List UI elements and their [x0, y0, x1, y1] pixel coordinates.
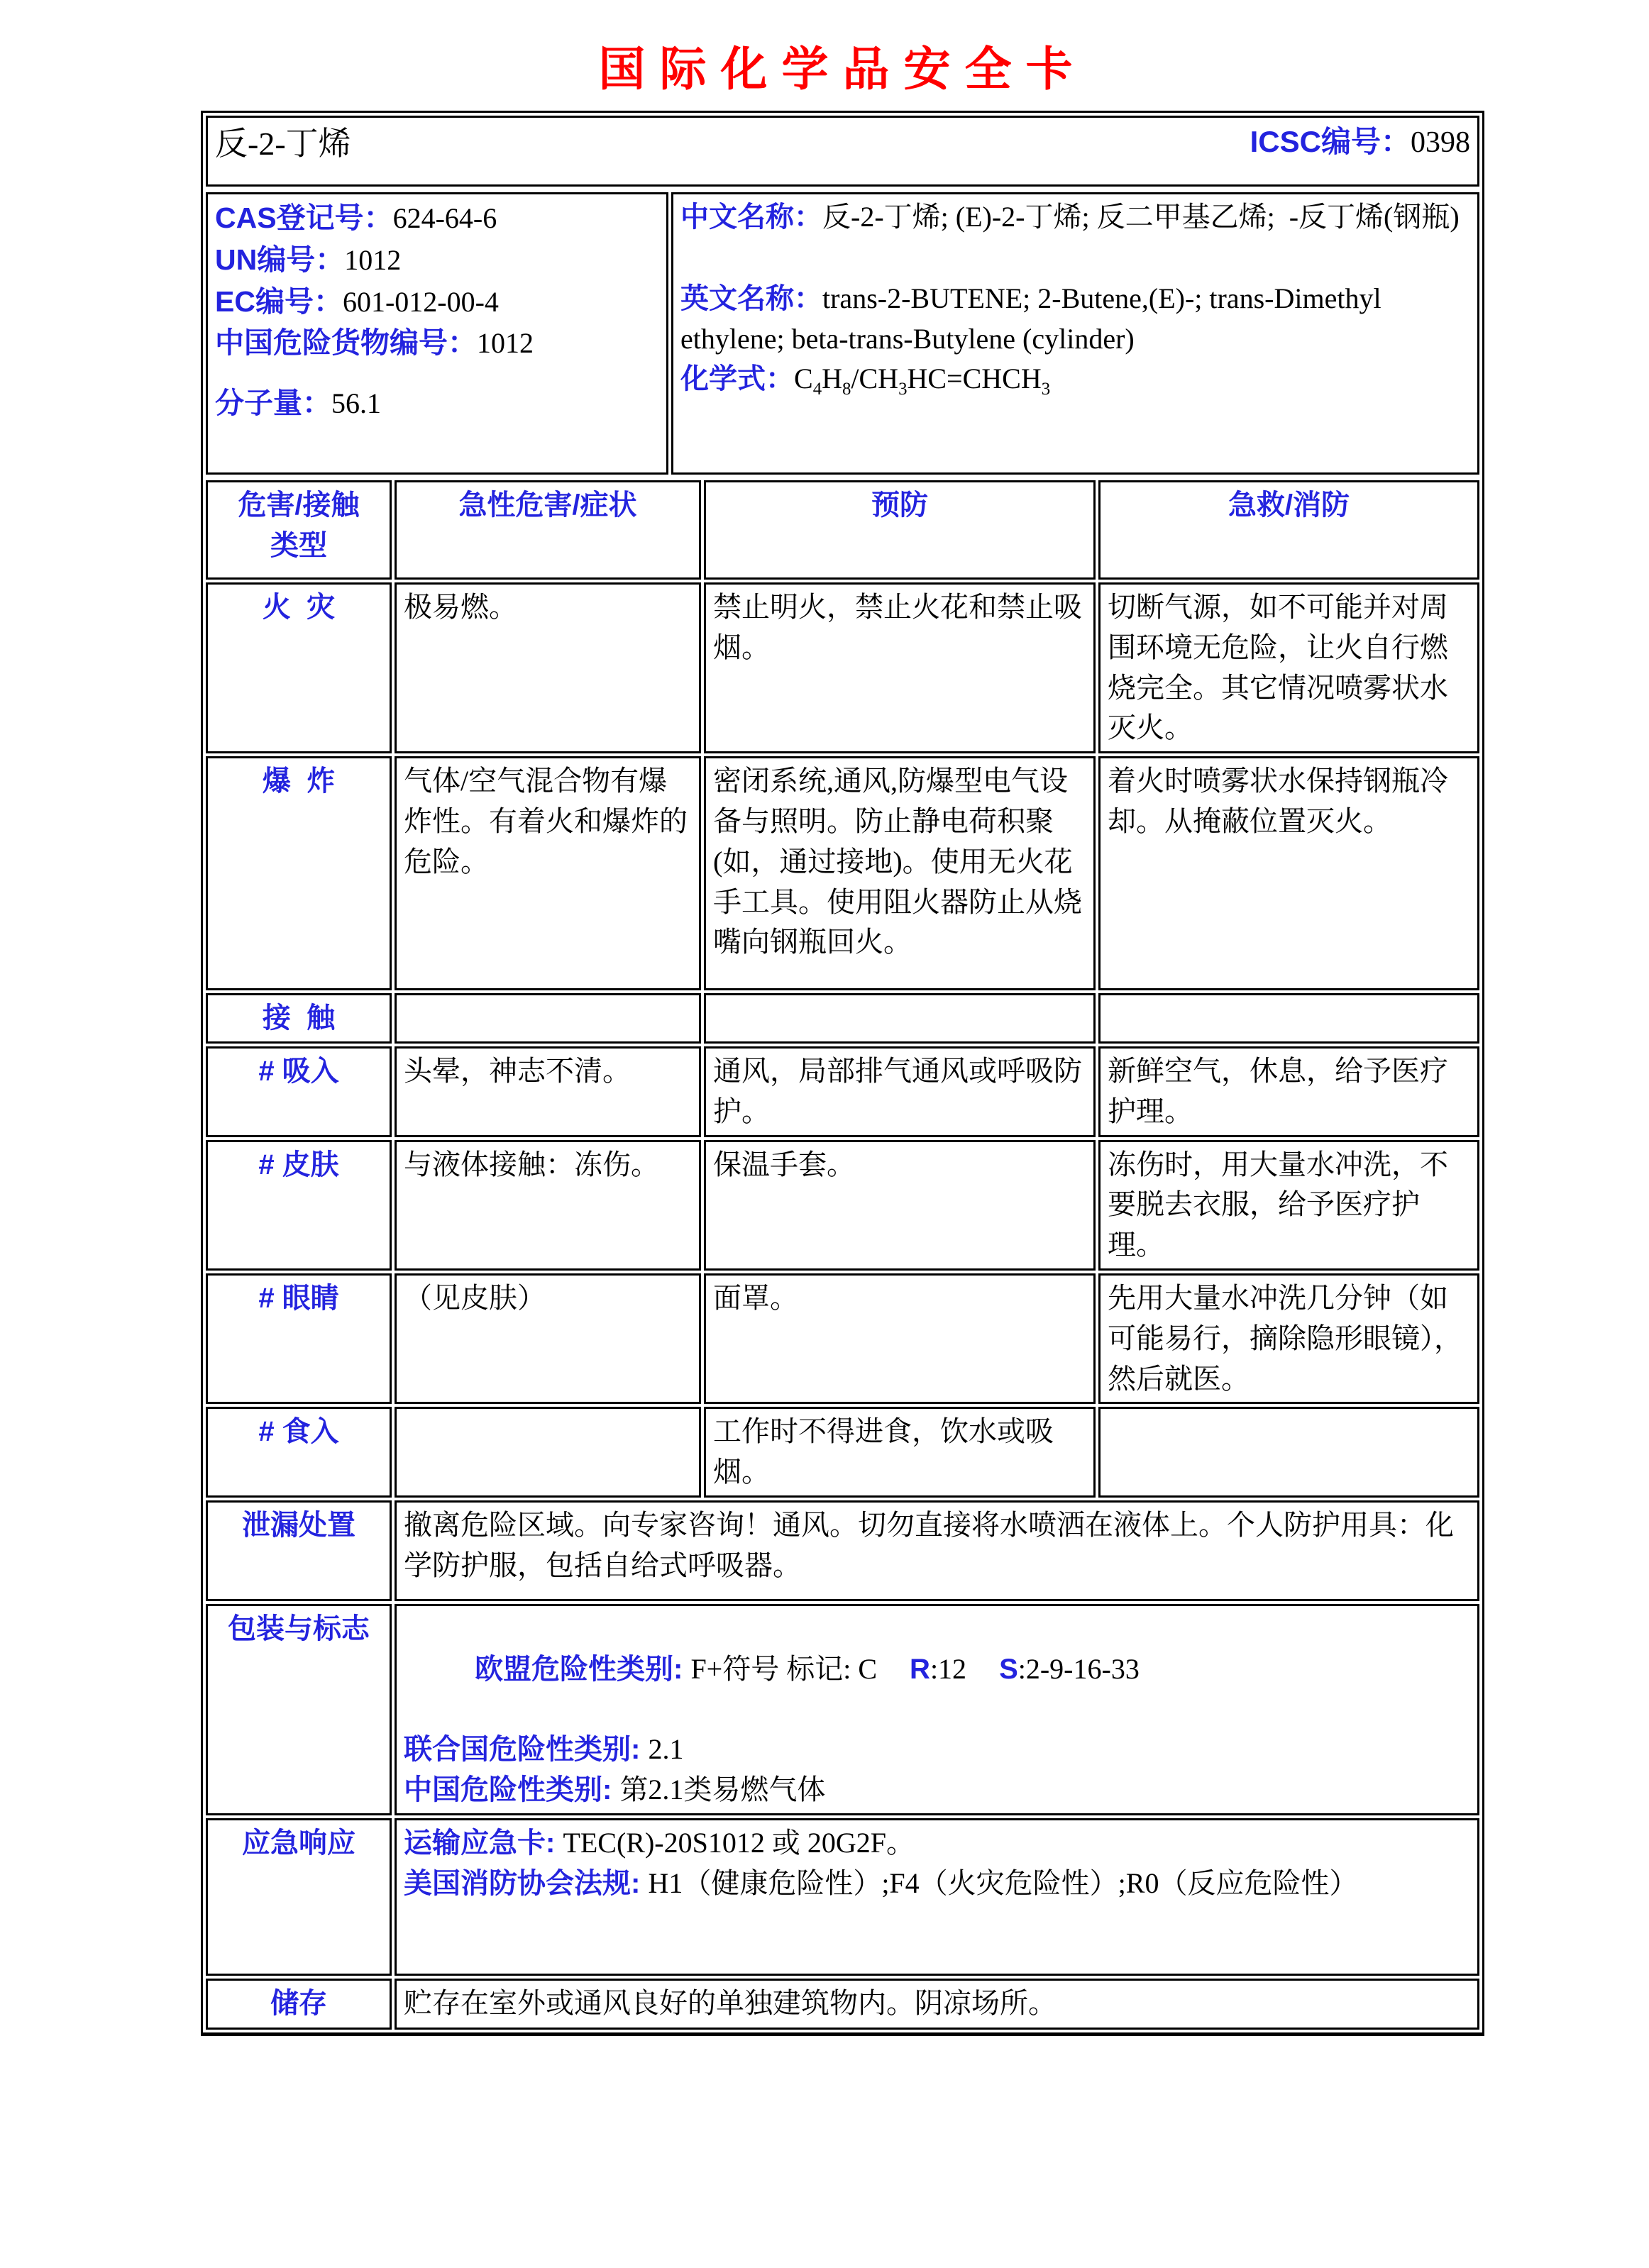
card-header-cell — [206, 116, 1479, 187]
cn-dg-value: 1012 — [477, 327, 534, 360]
icsc-number: 0398 — [1411, 126, 1470, 159]
explosion-response: 着火时喷雾状水保持钢瓶冷却。从掩蔽位置灭火。 — [1098, 756, 1479, 990]
card-header-section — [203, 113, 1482, 189]
ingestion-prevention: 工作时不得进食，饮水或吸烟。 — [704, 1407, 1096, 1498]
names-formula-cell — [671, 192, 1479, 475]
header-symptoms: 急性危害/症状 — [395, 480, 701, 580]
molecular-weight-label: 分子量： — [215, 387, 331, 420]
skin-prevention: 保温手套。 — [704, 1140, 1096, 1271]
hazard-row-eyes — [206, 1273, 1479, 1404]
cn-dg-label: 中国危险货物编号： — [215, 326, 477, 360]
ingestion-symptoms — [395, 1407, 701, 1498]
header-hazard-type: 危害/接触 类型 — [206, 480, 392, 580]
contact-response — [1098, 993, 1479, 1044]
eyes-response: 先用大量水冲洗几分钟（如可能易行，摘除隐形眼镜），然后就医。 — [1098, 1273, 1479, 1404]
eyes-symptoms: （见皮肤） — [395, 1273, 701, 1404]
fire-type-label: 火 灾 — [206, 582, 392, 753]
spill-label: 泄漏处置 — [206, 1500, 392, 1601]
contact-prevention — [704, 993, 1096, 1044]
registry-line — [215, 239, 659, 281]
eyes-type-label: # 眼睛 — [206, 1273, 392, 1404]
page-title: 国际化学品安全卡 — [598, 43, 1087, 95]
formula-label: 化学式： — [680, 363, 794, 395]
skin-response: 冻伤时，用大量水冲洗，不要脱去衣服，给予医疗护理。 — [1098, 1140, 1479, 1271]
storage-content: 贮存在室外或通风良好的单独建筑物内。阴凉场所。 — [395, 1979, 1479, 2030]
chemical-formula: $C_4H_8/CH_3HC=CHCH_3$ — [794, 363, 1051, 399]
identification-section — [203, 189, 1482, 477]
eu-class-label: 欧盟危险性类别: — [475, 1653, 691, 1685]
spill-content: 撤离危险区域。向专家咨询！通风。切勿直接将水喷洒在液体上。个人防护用具：化学防护服，包括自给式呼吸器。 — [395, 1500, 1479, 1601]
s-phrase-label: S — [999, 1653, 1018, 1685]
registry-numbers-cell — [206, 192, 668, 475]
header-prevention: 预防 — [704, 480, 1096, 580]
nfpa-line: 美国消防协会法规: H1（健康危险性）;F4（火灾危险性）;R0（反应危险性） — [404, 1866, 1358, 1899]
skin-symptoms: 与液体接触：冻伤。 — [395, 1140, 701, 1271]
english-name-line — [680, 279, 1470, 360]
transport-card-line: 运输应急卡: TEC(R)-20S1012 或 20G2F。 — [404, 1826, 915, 1859]
inhalation-response: 新鲜空气，休息，给予医疗护理。 — [1098, 1046, 1479, 1137]
chinese-name-value: 反-2-丁烯; (E)-2-丁烯; 反二甲基乙烯; -反丁烯(钢瓶) — [822, 201, 1460, 233]
molecular-weight-line — [215, 382, 659, 424]
registry-line — [215, 322, 659, 364]
icsc-label: ICSC编号： — [1250, 125, 1411, 158]
explosion-prevention: 密闭系统,通风,防爆型电气设备与照明。防止静电荷积聚(如，通过接地)。使用无火花手工具。使用阻火器防止从烧嘴向钢瓶回火。 — [704, 756, 1096, 990]
un-label: UN编号： — [215, 243, 345, 276]
packaging-content — [395, 1604, 1479, 1815]
registry-line — [215, 197, 659, 239]
hazard-row-skin — [206, 1140, 1479, 1271]
packaging-row — [206, 1604, 1479, 1815]
hazard-row-contact — [206, 993, 1479, 1044]
ingestion-response — [1098, 1407, 1479, 1498]
molecular-weight-value: 56.1 — [331, 387, 381, 420]
hazard-header-row — [206, 480, 1479, 580]
chinese-name-label: 中文名称： — [680, 201, 822, 233]
ec-label: EC编号： — [215, 284, 343, 318]
substance-name: 反-2-丁烯 — [215, 126, 351, 162]
eyes-prevention: 面罩。 — [704, 1273, 1096, 1404]
cas-value: 624-64-6 — [392, 202, 497, 234]
storage-label: 储存 — [206, 1979, 392, 2030]
chinese-name-line — [680, 197, 1470, 238]
icsc-card — [201, 111, 1484, 2036]
english-name-value: trans-2-BUTENE; 2-Butene,(E)-; trans-Dimethyl ethylene; beta-trans-Butylene (cylinder) — [680, 282, 1381, 355]
hazard-row-explosion — [206, 756, 1479, 990]
emergency-content — [395, 1818, 1479, 1976]
emergency-label: 应急响应 — [206, 1818, 392, 1976]
fire-symptoms: 极易燃。 — [395, 582, 701, 753]
skin-type-label: # 皮肤 — [206, 1140, 392, 1271]
ingestion-type-label: # 食入 — [206, 1407, 392, 1498]
cn-class-line: 中国危险性类别: 第2.1类易燃气体 — [404, 1774, 826, 1806]
formula-line — [680, 359, 1470, 402]
un-class-label: 联合国危险性类别: — [404, 1734, 649, 1766]
ec-value: 601-012-00-4 — [342, 285, 499, 318]
storage-row — [206, 1979, 1479, 2030]
inhalation-prevention: 通风，局部排气通风或呼吸防护。 — [704, 1046, 1096, 1137]
un-value: 1012 — [344, 243, 402, 276]
explosion-symptoms: 气体/空气混合物有爆炸性。有着火和爆炸的危险。 — [395, 756, 701, 990]
hazard-section — [203, 477, 1482, 2032]
packaging-label: 包装与标志 — [206, 1604, 392, 1815]
fire-response: 切断气源，如不可能并对周围环境无危险，让火自行燃烧完全。其它情况喷雾状水灭火。 — [1098, 582, 1479, 753]
emergency-row — [206, 1818, 1479, 1976]
transport-card-label: 运输应急卡: — [404, 1827, 563, 1859]
fire-prevention: 禁止明火，禁止火花和禁止吸烟。 — [704, 582, 1096, 753]
explosion-type-label: 爆 炸 — [206, 756, 392, 990]
registry-line — [215, 281, 659, 323]
eu-class-line: 欧盟危险性类别: F+符号 标记: C R:12 S:2-9-16-33 — [475, 1652, 1140, 1685]
hazard-row-inhalation — [206, 1046, 1479, 1137]
nfpa-label: 美国消防协会法规: — [404, 1867, 649, 1899]
contact-type-label: 接 触 — [206, 993, 392, 1044]
hazard-row-ingestion — [206, 1407, 1479, 1498]
inhalation-symptoms: 头晕，神志不清。 — [395, 1046, 701, 1137]
english-name-label: 英文名称： — [680, 282, 822, 314]
hazard-row-fire — [206, 582, 1479, 753]
r-phrase-label: R — [910, 1653, 930, 1685]
spill-row — [206, 1500, 1479, 1601]
un-class-line: 联合国危险性类别: 2.1 — [404, 1733, 684, 1766]
header-response: 急救/消防 — [1098, 480, 1479, 580]
cas-label: CAS登记号： — [215, 201, 393, 234]
contact-symptoms — [395, 993, 701, 1044]
inhalation-type-label: # 吸入 — [206, 1046, 392, 1137]
cn-class-label: 中国危险性类别: — [404, 1774, 620, 1806]
